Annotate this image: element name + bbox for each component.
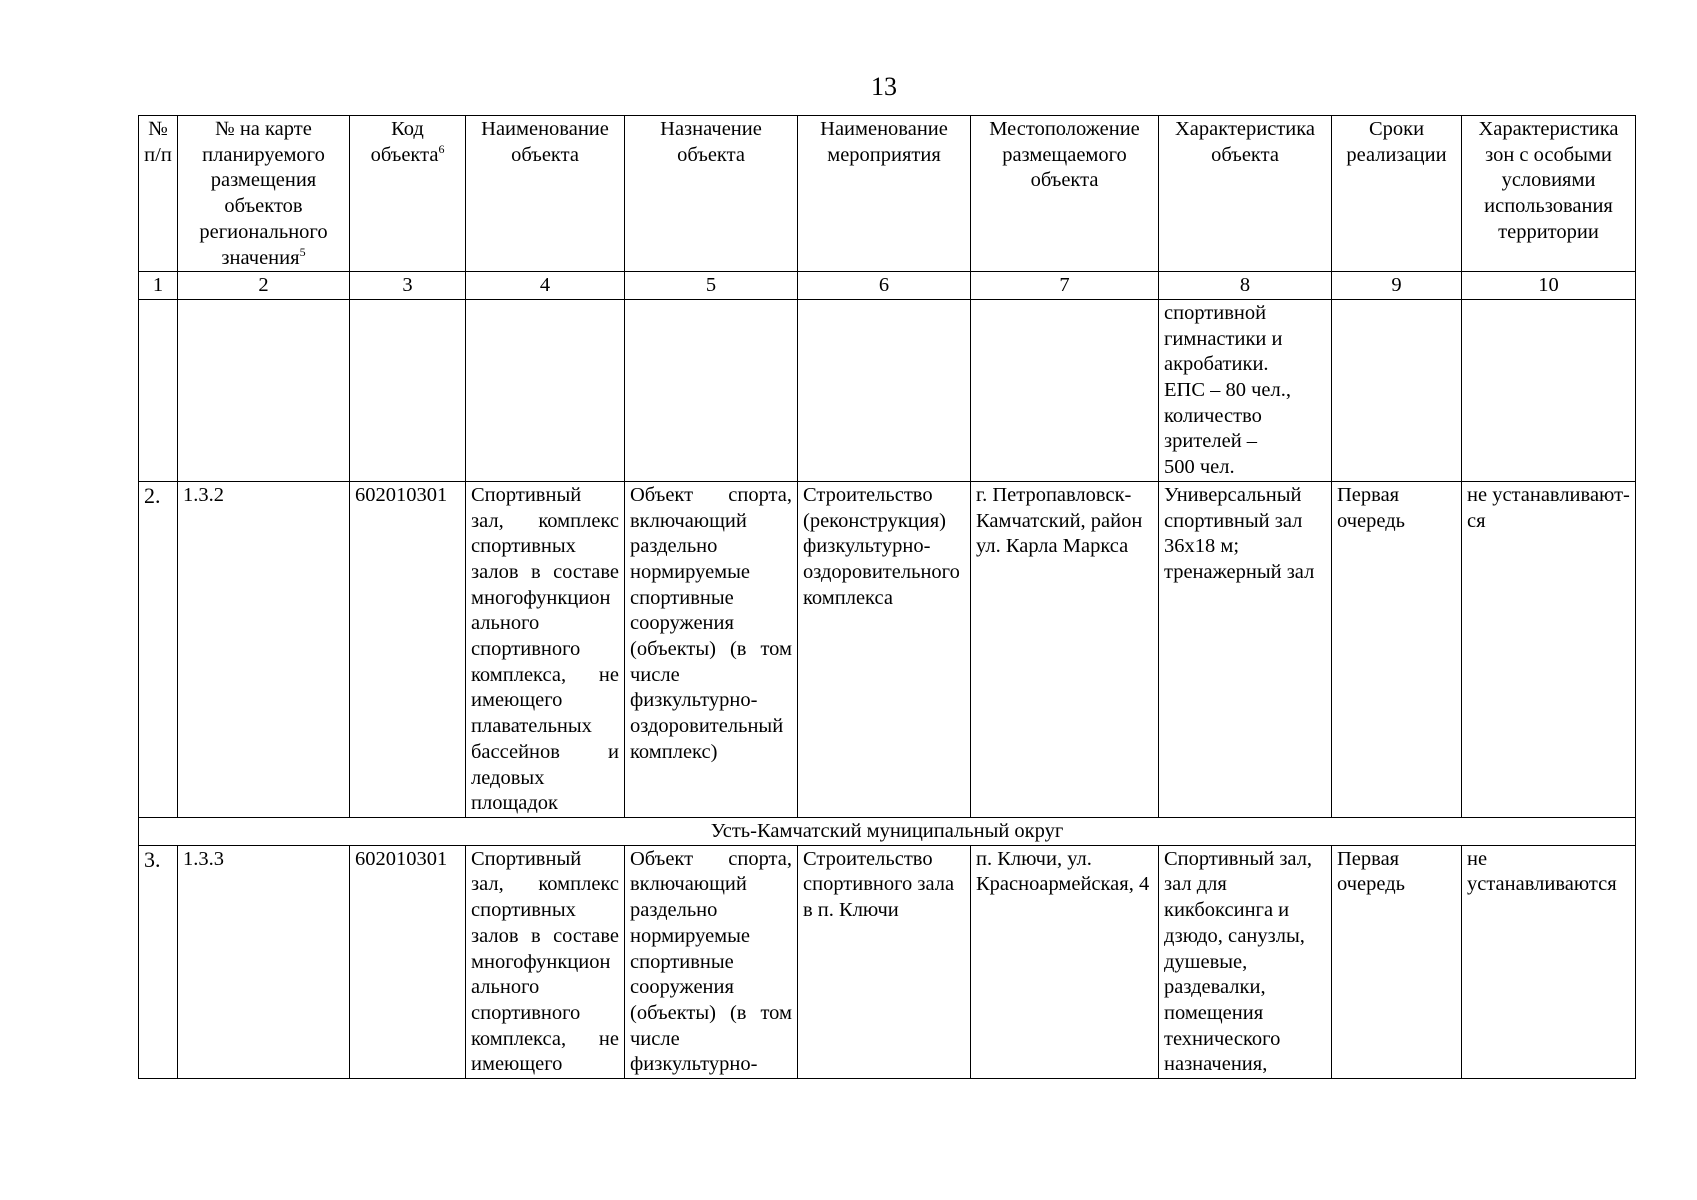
table-cell	[139, 299, 178, 481]
header-object-name: Наименование объекта	[466, 116, 625, 272]
column-number: 1	[139, 272, 178, 300]
column-number: 8	[1159, 272, 1332, 300]
table-cell	[1462, 299, 1636, 481]
map-number-cell: 1.3.2	[178, 481, 350, 817]
purpose-cell: Объект спорта, включающий раздельно нормируемые спортивные сооружения (объекты) (в том числе физкультурно-	[625, 845, 798, 1078]
header-zones: Характеристика зон с особыми условиями использования территории	[1462, 116, 1636, 272]
header-activity: Наименование мероприятия	[798, 116, 971, 272]
activity-cell: Строительство (реконструкция) физкультурно-оздоровительного комплекса	[798, 481, 971, 817]
object-name-cell: Спортивный зал, комплекс спортивных залов в составе многофункционального спортивного комплекса, не имеющего	[466, 845, 625, 1078]
object-code-cell: 602010301	[350, 845, 466, 1078]
header-map-number: № на карте планируемого размещения объектов регионального значения$^5$	[178, 116, 350, 272]
activity-cell: Строительство спортивного зала в п. Ключи	[798, 845, 971, 1078]
column-number: 2	[178, 272, 350, 300]
table-cell	[350, 299, 466, 481]
header-characteristic: Характеристика объекта	[1159, 116, 1332, 272]
term-cell: Первая очередь	[1332, 481, 1462, 817]
continuation-row	[139, 299, 1636, 481]
header-object-code: Код объекта$^6$	[350, 116, 466, 272]
column-number: 7	[971, 272, 1159, 300]
column-number: 4	[466, 272, 625, 300]
column-number: 9	[1332, 272, 1462, 300]
header-index: № п/п	[139, 116, 178, 272]
table-cell	[625, 299, 798, 481]
header-location: Местоположение размещаемого объекта	[971, 116, 1159, 272]
table-cell	[466, 299, 625, 481]
column-number: 3	[350, 272, 466, 300]
table-cell	[798, 299, 971, 481]
column-number: 6	[798, 272, 971, 300]
footnote-6: 6	[438, 141, 445, 156]
objects-table	[138, 115, 1636, 1079]
purpose-cell: Объект спорта, включающий раздельно нормируемые спортивные сооружения (объекты) (в том числе физкультурно-оздоровительный комплекс)	[625, 481, 798, 817]
map-number-cell: 1.3.3	[178, 845, 350, 1078]
region-name: Усть-Камчатский муниципальный округ	[139, 817, 1636, 845]
continued-characteristic: спортивной гимнастики и акробатики. ЕПС – 80 чел., количество зрителей – 500 чел.	[1159, 299, 1332, 481]
object-name-cell: Спортивный зал, комплекс спортивных залов в составе многофункционального спортивного комплекса, не имеющего плавательных бассейнов и ледовых площадок	[466, 481, 625, 817]
table-row	[139, 481, 1636, 817]
column-number: 10	[1462, 272, 1636, 300]
header-term: Сроки реализации	[1332, 116, 1462, 272]
header-row	[139, 116, 1636, 272]
table-cell	[971, 299, 1159, 481]
column-number: 5	[625, 272, 798, 300]
table-cell	[178, 299, 350, 481]
characteristic-cell: Универсальный спортивный зал 36х18 м; тренажерный зал	[1159, 481, 1332, 817]
table-cell	[1332, 299, 1462, 481]
region-row	[139, 817, 1636, 845]
zones-cell: не устанавливаются	[1462, 845, 1636, 1078]
zones-cell: не устанавливают-ся	[1462, 481, 1636, 817]
table-row	[139, 845, 1636, 1078]
header-purpose: Назначение объекта	[625, 116, 798, 272]
term-cell: Первая очередь	[1332, 845, 1462, 1078]
object-code-cell: 602010301	[350, 481, 466, 817]
row-index: 3.	[139, 845, 178, 1078]
row-index: 2.	[139, 481, 178, 817]
footnote-5: 5	[299, 244, 306, 259]
column-number-row	[139, 272, 1636, 300]
characteristic-cell: Спортивный зал, зал для кикбоксинга и дзюдо, санузлы, душевые, раздевалки, помещения технического назначения,	[1159, 845, 1332, 1078]
location-cell: г. Петропавловск-Камчатский, район ул. Карла Маркса	[971, 481, 1159, 817]
page-number: 13	[871, 72, 897, 101]
location-cell: п. Ключи, ул. Красноармейская, 4	[971, 845, 1159, 1078]
